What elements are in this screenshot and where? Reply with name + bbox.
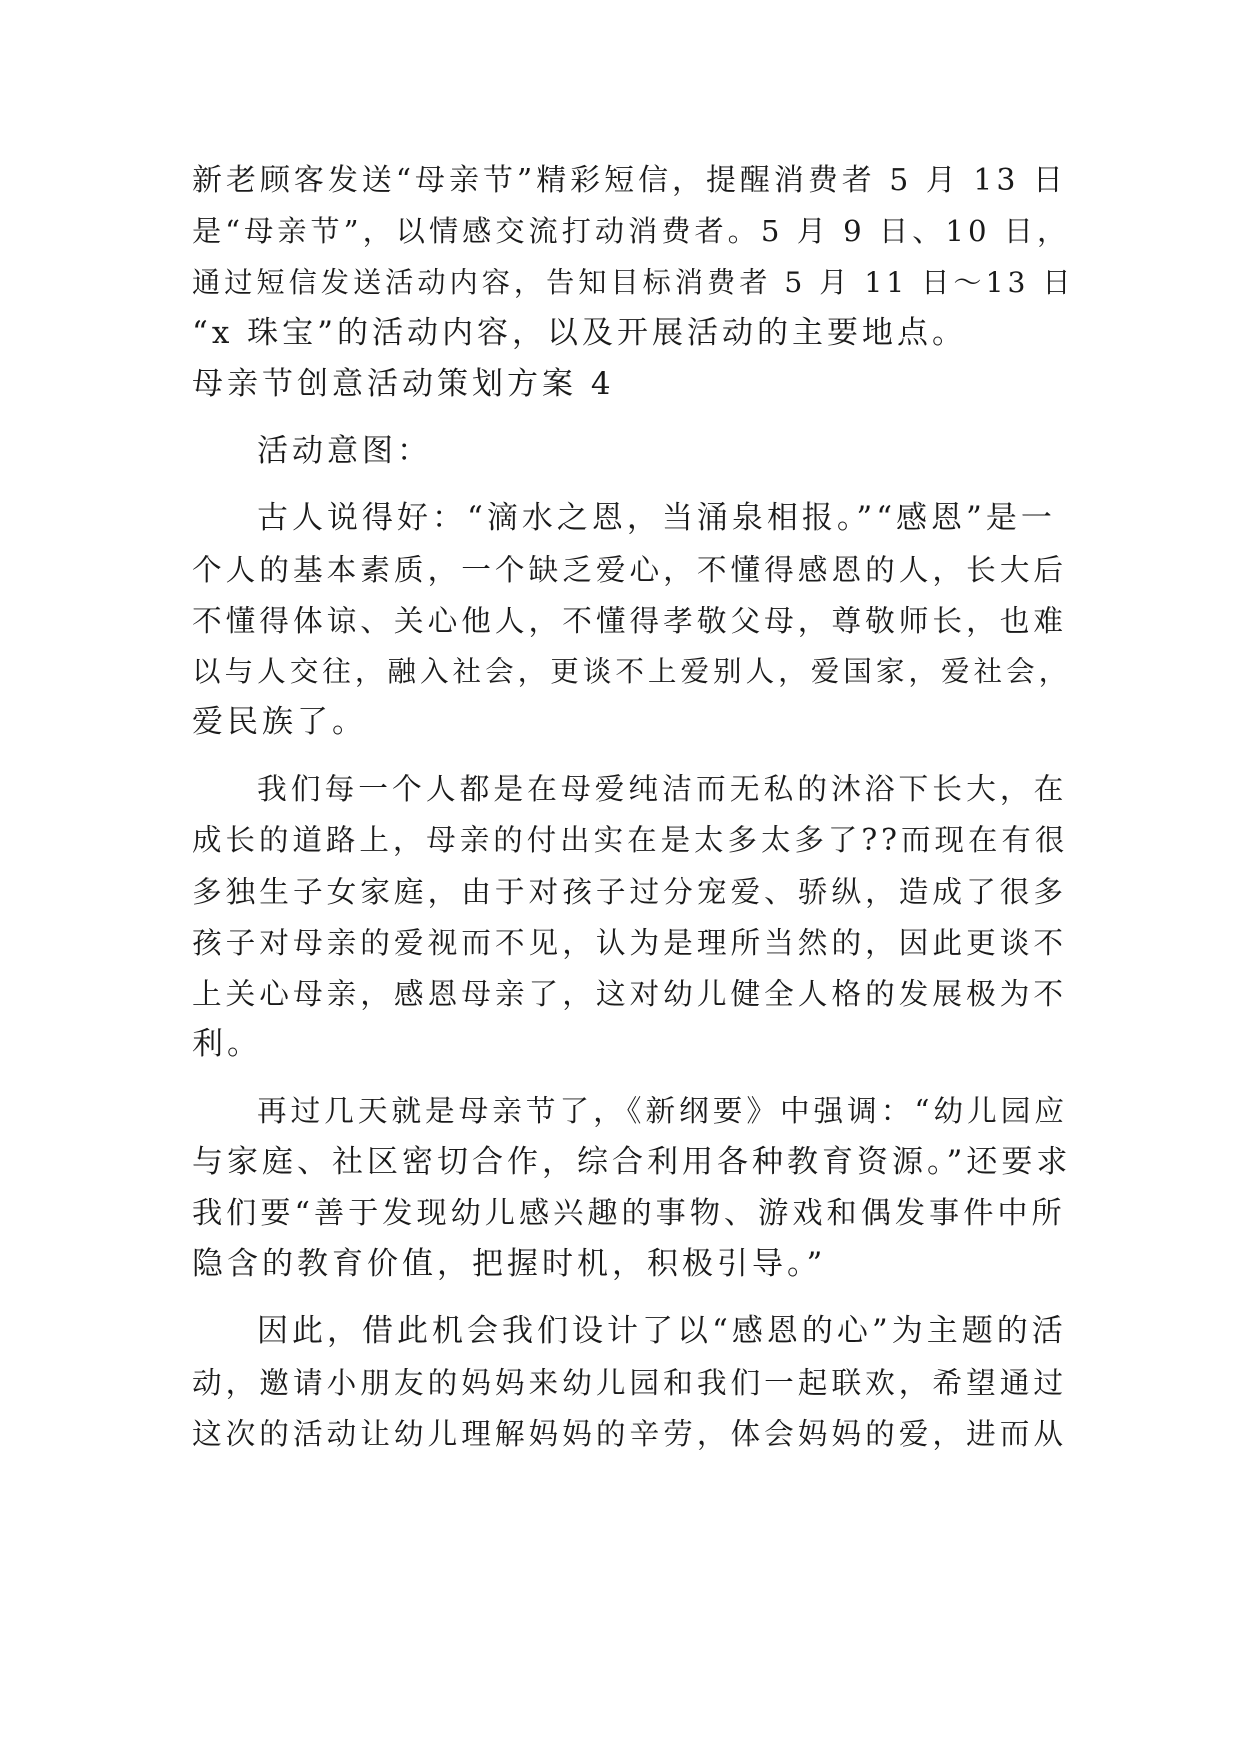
section-heading bbox=[192, 359, 1072, 410]
text-line: 不懂得体谅、关心他人，不懂得孝敬父母，尊敬师长，也难 bbox=[192, 603, 1068, 638]
paragraph-gratitude bbox=[192, 493, 1072, 748]
text-line: 动，邀请小朋友的妈妈来幼儿园和我们一起联欢，希望通过 bbox=[192, 1365, 1068, 1400]
text-line: 以与人交往，融入社会，更谈不上爱别人，爱国家，爱社会， bbox=[192, 654, 1072, 688]
text-line: 上关心母亲，感恩母亲了，这对幼儿健全人格的发展极为不 bbox=[192, 976, 1068, 1011]
paragraph-mother-love bbox=[192, 764, 1072, 1070]
text-line: 因此，借此机会我们设计了以“感恩的心”为主题的活 bbox=[257, 1313, 1067, 1349]
paragraph-sms-campaign bbox=[192, 155, 1075, 359]
subheading-activity-intent bbox=[192, 426, 1072, 477]
text-line: 个人的基本素质，一个缺乏爱心，不懂得感恩的人，长大后 bbox=[192, 552, 1068, 587]
text-line: 再过几天就是母亲节了，《新纲要》中强调：“幼儿园应 bbox=[257, 1094, 1068, 1128]
paragraph-activity-design bbox=[192, 1306, 1072, 1459]
text-line: 新老顾客发送“母亲节”精彩短信，提醒消费者 5 月 13 日 bbox=[192, 163, 1067, 198]
text-line: 隐含的教育价值，把握时机，积极引导。” bbox=[192, 1246, 827, 1282]
subheading-line: 活动意图： bbox=[257, 433, 432, 469]
document-body bbox=[192, 155, 1075, 1459]
text-line: 这次的活动让幼儿理解妈妈的辛劳，体会妈妈的爱，进而从 bbox=[192, 1416, 1068, 1451]
text-line: 是“母亲节”，以情感交流打动消费者。5 月 9 日、10 日， bbox=[192, 214, 1071, 248]
text-line: 古人说得好：“滴水之恩，当涌泉相报。”“感恩”是一 bbox=[257, 500, 1056, 536]
text-line: 通过短信发送活动内容，告知目标消费者 5 月 11 日～13 日 bbox=[192, 266, 1075, 299]
text-line: 利。 bbox=[192, 1026, 262, 1062]
text-line: 与家庭、社区密切合作，综合利用各种教育资源。”还要求 bbox=[192, 1144, 1072, 1180]
heading-line: 母亲节创意活动策划方案 4 bbox=[192, 366, 615, 402]
text-line: 爱民族了。 bbox=[192, 704, 367, 740]
text-line: 我们每一个人都是在母爱纯洁而无私的沐浴下长大，在 bbox=[257, 772, 1068, 807]
text-line: “x 珠宝”的活动内容，以及开展活动的主要地点。 bbox=[192, 315, 968, 351]
text-line: 我们要“善于发现幼儿感兴趣的事物、游戏和偶发事件中所 bbox=[192, 1196, 1066, 1231]
text-line: 成长的道路上，母亲的付出实在是太多太多了??而现在有很 bbox=[192, 823, 1069, 857]
paragraph-new-outline bbox=[192, 1086, 1072, 1290]
text-line: 多独生子女家庭，由于对孩子过分宠爱、骄纵，造成了很多 bbox=[192, 874, 1068, 909]
text-line: 孩子对母亲的爱视而不见，认为是理所当然的，因此更谈不 bbox=[192, 925, 1068, 960]
